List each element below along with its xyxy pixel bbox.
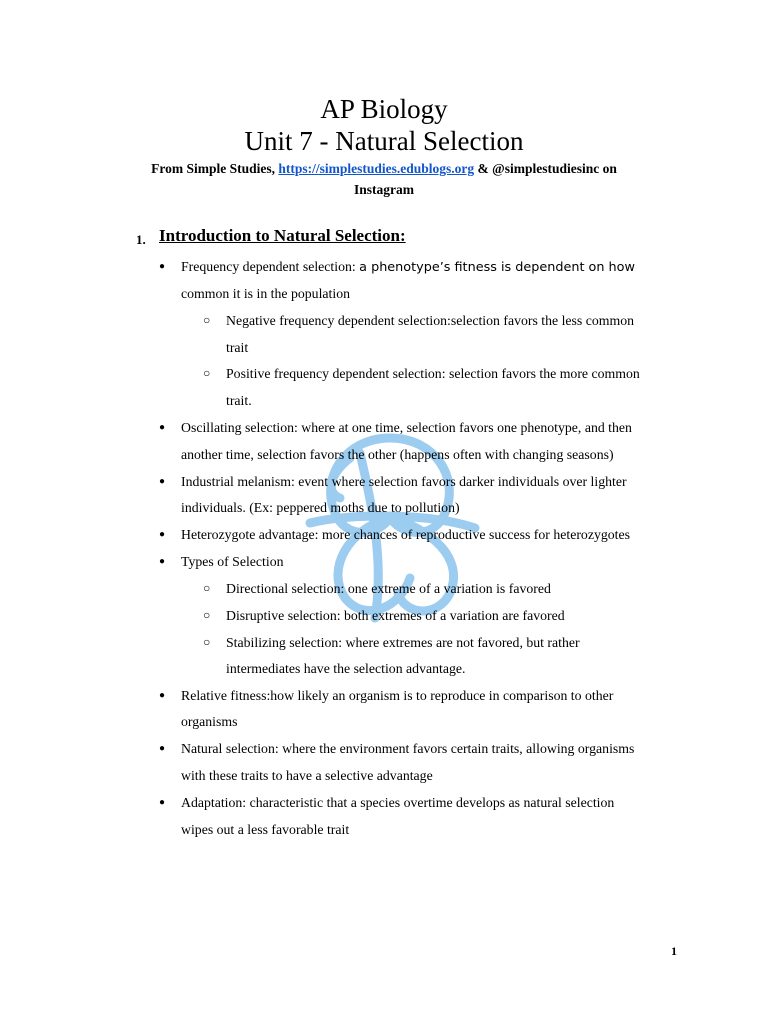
- bullet-icon: ●: [159, 797, 166, 808]
- source-line-2: Instagram: [354, 182, 414, 197]
- bullet-icon: ●: [159, 422, 166, 433]
- list-item: Relative fitness:how likely an organism is to reproduce in comparison to other: [181, 688, 614, 703]
- hollow-bullet-icon: ○: [203, 608, 211, 622]
- item-continuation: wipes out a less favorable trait: [181, 822, 350, 837]
- list-item: Natural selection: where the environment favors certain traits, allowing organisms: [181, 741, 635, 756]
- item-text: Frequency dependent selection:: [181, 259, 360, 274]
- item-continuation: individuals. (Ex: peppered moths due to pollution): [181, 500, 460, 515]
- sub-list-item: Directional selection: one extreme of a variation is favored: [226, 581, 551, 596]
- bullet-icon: ●: [159, 476, 166, 487]
- section-number: 1.: [136, 232, 146, 247]
- list-item: Types of Selection: [181, 554, 284, 569]
- item-continuation: another time, selection favors the other (happens often with changing seasons): [181, 447, 614, 462]
- list-item: [181, 253, 701, 281]
- item-continuation: organisms: [181, 714, 238, 729]
- title-line-unit: Unit 7 - Natural Selection: [244, 126, 524, 156]
- bullet-icon: ●: [159, 261, 166, 272]
- bullet-icon: ●: [159, 556, 166, 567]
- hollow-bullet-icon: ○: [203, 366, 211, 380]
- item-continuation: trait: [226, 340, 249, 355]
- sub-list-item: Negative frequency dependent selection:selection favors the less common: [226, 313, 635, 328]
- bullet-icon: ●: [159, 690, 166, 701]
- title-line-course: AP Biology: [320, 94, 448, 124]
- section-heading: Introduction to Natural Selection:: [159, 226, 406, 245]
- source-link[interactable]: https://simplestudies.edublogs.org: [278, 161, 475, 176]
- sub-list-item: Disruptive selection: both extremes of a variation are favored: [226, 608, 565, 623]
- document-title: [0, 93, 768, 157]
- item-text: a phenotype’s fitness is dependent on how: [359, 260, 635, 275]
- hollow-bullet-icon: ○: [203, 313, 211, 327]
- list-item: Oscillating selection: where at one time, selection favors one phenotype, and then: [181, 420, 632, 435]
- bullet-icon: ●: [159, 529, 166, 540]
- list-item: Heterozygote advantage: more chances of reproductive success for heterozygotes: [181, 527, 630, 542]
- sub-list-item: Positive frequency dependent selection: selection favors the more common: [226, 366, 640, 381]
- hollow-bullet-icon: ○: [203, 581, 211, 595]
- bullet-icon: ●: [159, 743, 166, 754]
- item-continuation: with these traits to have a selective advantage: [181, 768, 433, 783]
- item-continuation: trait.: [226, 393, 252, 408]
- source-suffix: & @simplestudiesinc on: [474, 161, 617, 176]
- item-continuation: intermediates have the selection advantage.: [226, 661, 466, 676]
- source-attribution: [0, 158, 768, 200]
- list-item: Adaptation: characteristic that a species overtime develops as natural selection: [181, 795, 615, 810]
- page-number: 1: [671, 944, 677, 958]
- item-continuation: common it is in the population: [181, 286, 350, 301]
- source-prefix: From Simple Studies,: [151, 161, 279, 176]
- sub-list-item: Stabilizing selection: where extremes are not favored, but rather: [226, 635, 580, 650]
- hollow-bullet-icon: ○: [203, 635, 211, 649]
- list-item: Industrial melanism: event where selection favors darker individuals over lighter: [181, 474, 627, 489]
